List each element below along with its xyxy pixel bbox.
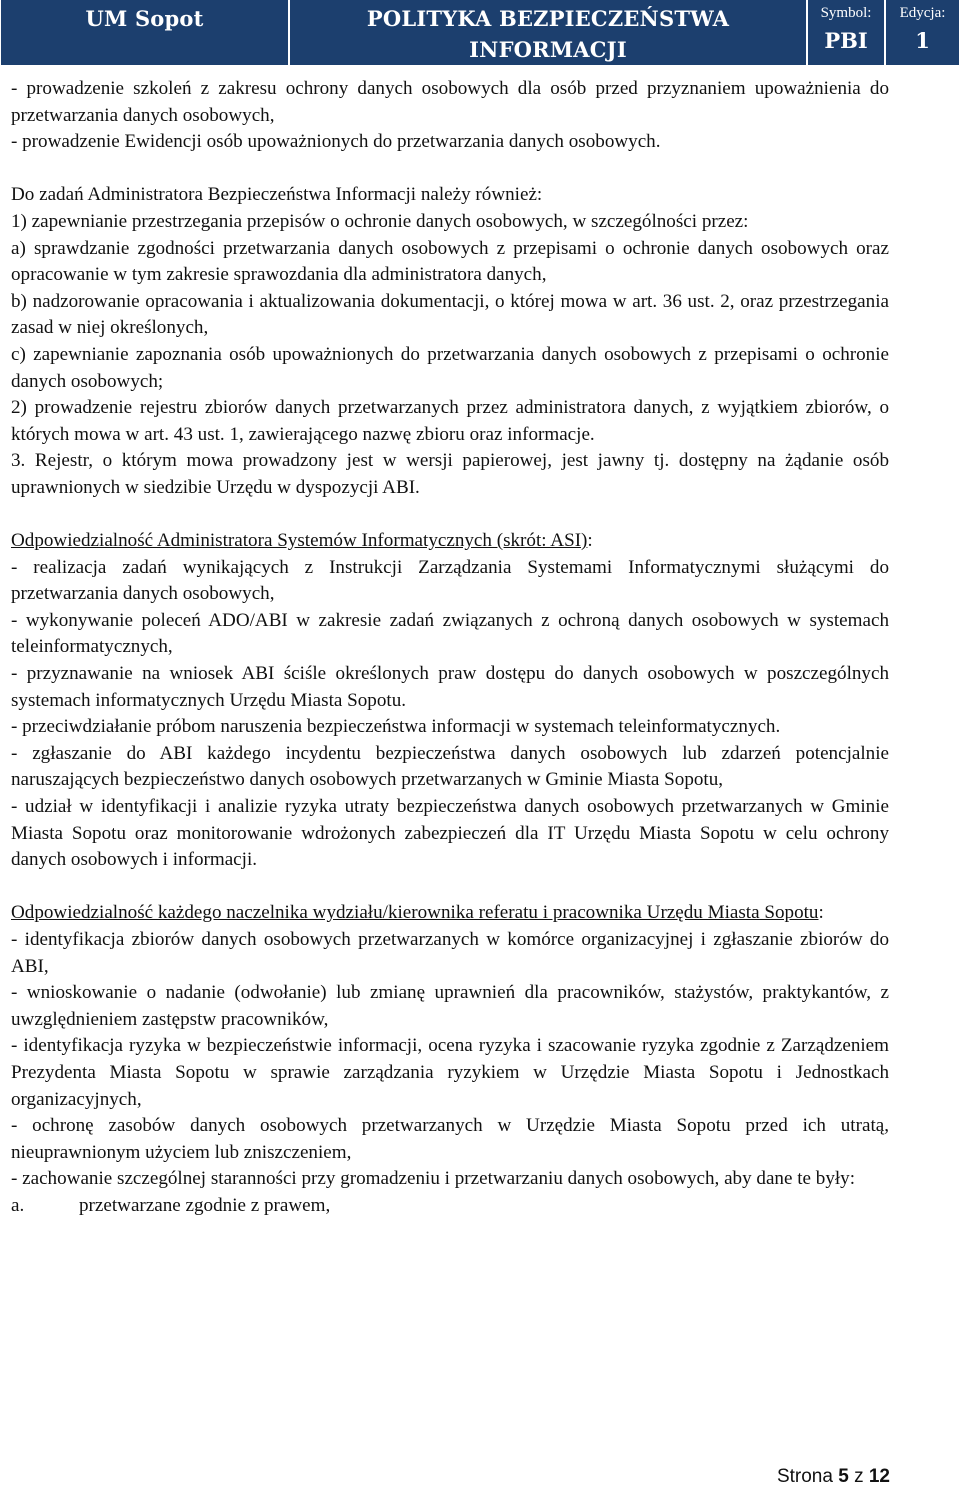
document-header (0, 0, 960, 65)
abi-item: b) nadzorowanie opracowania i aktualizowania dokumentacji, o której mowa w art. 36 ust. 2, oraz przestrzegania zasad w niej określonych, (11, 290, 889, 339)
head-item: - ochronę zasobów danych osobowych przetwarzanych w Urzędzie Miasta Sopotu przed ich utratą, nieuprawnionym użyciem lub zniszczeniem, (11, 1115, 889, 1163)
page-number (777, 1466, 890, 1488)
intro-item: - prowadzenie szkoleń z zakresu ochrony danych osobowych dla osób przed przyznaniem upoważnienia do przetwarzania danych osobowych, (11, 78, 889, 126)
abi-item: 3. Rejestr, o którym mowa prowadzony jest w wersji papierowej, jest jawny tj. dostępny na żądanie osób uprawnionych w siedzibie Urzędu w dyspozycji ABI. (11, 450, 889, 498)
letter-item-marker: a. (11, 1194, 25, 1216)
header-symbol-label: Symbol: (820, 5, 872, 21)
page-label: Strona (776, 1466, 833, 1487)
document-body (11, 76, 889, 1220)
header-edition-cell (886, 0, 959, 65)
header-symbol-cell (808, 0, 884, 65)
head-item: - identyfikacja ryzyka w bezpieczeństwie informacji, ocena ryzyka i szacowanie ryzyka zgodnie z Zarządzeniem Prezydenta Miasta Sopotu w sprawie zarządzania ryzykiem w Urzędzie Miasta Sopotu i Jednostkach organizacyjnych, (11, 1035, 889, 1110)
page-current: 5 (838, 1466, 849, 1487)
letter-item-text: przetwarzane zgodnie z prawem, (79, 1194, 331, 1216)
head-item: - identyfikacja zbiorów danych osobowych przetwarzanych w komórce organizacyjnej i zgłaszanie zbiorów do ABI, (11, 929, 889, 977)
header-title-line2: INFORMACJI (469, 37, 627, 62)
abi-item: c) zapewnianie zapoznania osób upoważnionych do przetwarzania danych osobowych z przepisami o ochronie danych osobowych; (11, 343, 889, 392)
abi-item: 2) prowadzenie rejestru zbiorów danych przetwarzanych przez administratora danych, z wyjątkiem zbiorów, o których mowa w art. 43 ust. 1, zawierającego nazwę zbioru oraz informacje. (11, 397, 889, 445)
header-edition-value: 1 (915, 28, 930, 53)
header-org-cell (1, 0, 288, 65)
header-org: UM Sopot (85, 6, 204, 31)
asi-heading-suffix: : (587, 530, 593, 552)
head-heading-suffix: : (818, 902, 824, 924)
header-edition-label: Edycja: (899, 5, 946, 21)
head-item: - wnioskowanie o nadanie (odwołanie) lub zmianę uprawnień dla pracowników, stażystów, praktykantów, z uwzględnieniem zastępstw pracowników, (11, 982, 889, 1030)
head-heading: Odpowiedzialność każdego naczelnika wydziału/kierownika referatu i pracownika Urzędu Miasta Sopotu (11, 902, 819, 924)
asi-item: - wykonywanie poleceń ADO/ABI w zakresie zadań związanych z ochroną danych osobowych w systemach teleinformatycznych, (11, 609, 889, 658)
letter-item (11, 1193, 889, 1220)
header-title-line1: POLITYKA BEZPIECZEŃSTWA (366, 6, 730, 31)
abi-item: 1) zapewnianie przestrzegania przepisów o ochronie danych osobowych, w szczególności przez: (11, 210, 749, 232)
asi-item: - przyznawanie na wniosek ABI ściśle określonych praw dostępu do danych osobowych w poszczególnych systemach informatycznych Urzędu Miasta Sopotu. (11, 663, 889, 711)
asi-item: - przeciwdziałanie próbom naruszenia bezpieczeństwa informacji w systemach teleinformatycznych. (11, 716, 781, 738)
header-title-cell (290, 0, 806, 65)
page-total: 12 (868, 1466, 890, 1487)
abi-item: a) sprawdzanie zgodności przetwarzania danych osobowych z przepisami o ochronie danych osobowych oraz opracowanie w tym zakresie sprawozdania dla administratora danych, (11, 237, 889, 286)
asi-heading-line (11, 528, 889, 555)
head-heading-line (11, 900, 889, 927)
page-of: z (854, 1466, 864, 1487)
intro-item: - prowadzenie Ewidencji osób upoważnionych do przetwarzania danych osobowych. (11, 131, 661, 153)
asi-item: - realizacja zadań wynikających z Instrukcji Zarządzania Systemami Informatycznymi służącymi do przetwarzania danych osobowych, (11, 556, 889, 605)
asi-item: - zgłaszanie do ABI każdego incydentu bezpieczeństwa danych osobowych lub zdarzeń potencjalnie naruszających bezpieczeństwo danych osobowych przetwarzanych w Gminie Miasta Sopotu, (11, 742, 889, 791)
asi-heading: Odpowiedzialność Administratora Systemów Informatycznych (skrót: ASI) (11, 530, 588, 552)
header-symbol-value: PBI (824, 28, 868, 53)
asi-item: - udział w identyfikacji i analizie ryzyka utraty bezpieczeństwa danych osobowych przetwarzanych w Gminie Miasta Sopotu oraz monitorowanie wdrożonych zabezpieczeń dla IT Urzędu Miasta Sopotu w celu ochrony danych osobowych i informacji. (11, 796, 889, 871)
head-item: - zachowanie szczególnej staranności przy gromadzeniu i przetwarzaniu danych osobowych, aby dane te były: (11, 1168, 856, 1190)
abi-intro: Do zadań Administratora Bezpieczeństwa Informacji należy również: (11, 184, 543, 206)
